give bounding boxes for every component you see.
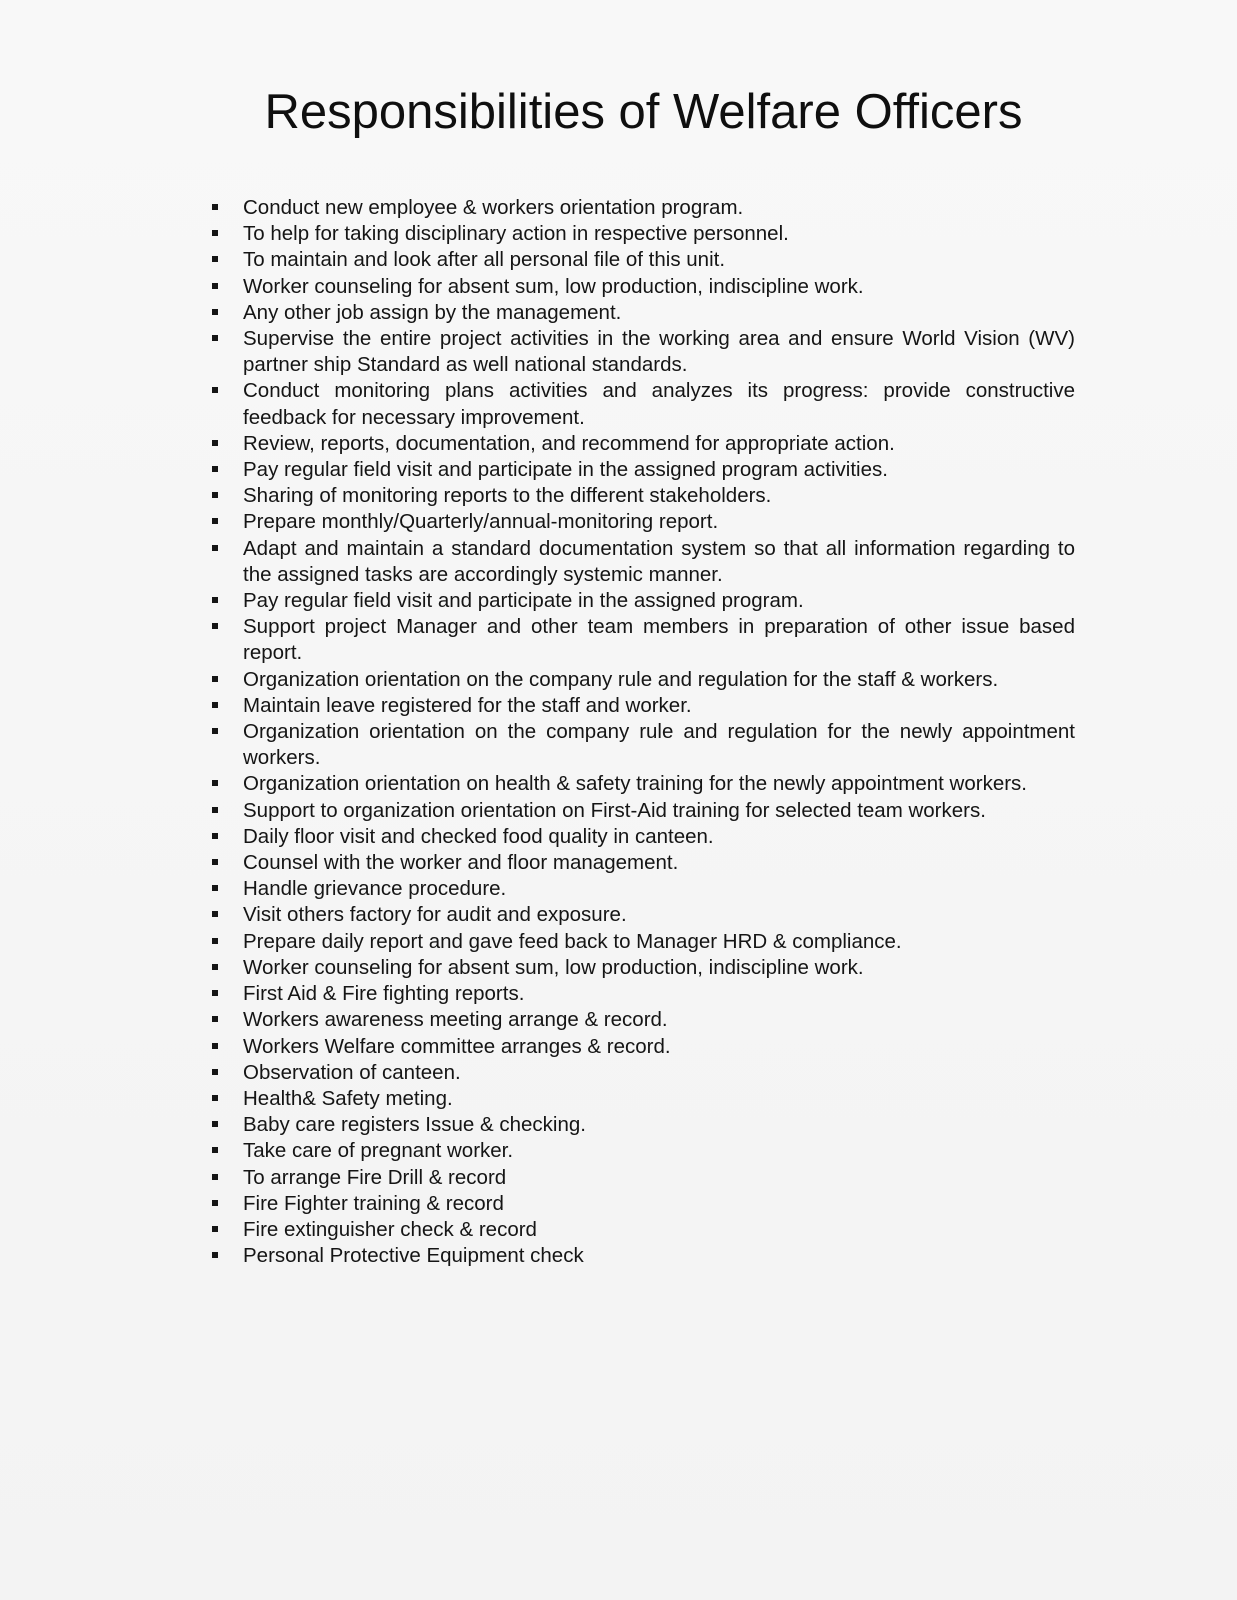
list-item: [243, 771, 1075, 797]
list-item-text: Adapt and maintain a standard documentation system so that all information regarding to the assigned tasks are accordingly systemic manner.: [243, 536, 1075, 586]
square-bullet-icon: [212, 256, 218, 262]
square-bullet-icon: [212, 833, 218, 839]
list-item: [243, 667, 1075, 693]
list-item: [243, 693, 1075, 719]
list-item-text: Worker counseling for absent sum, low production, indiscipline work.: [243, 274, 864, 298]
list-item-text: To arrange Fire Drill & record: [243, 1165, 507, 1189]
square-bullet-icon: [212, 990, 218, 996]
list-item: [243, 902, 1075, 928]
list-item: [243, 1034, 1075, 1060]
list-item-text: Organization orientation on health & safety training for the newly appointment workers.: [243, 772, 1027, 796]
square-bullet-icon: [212, 204, 218, 210]
list-item-text: Observation of canteen.: [243, 1060, 461, 1084]
square-bullet-icon: [212, 230, 218, 236]
list-item-text: Organization orientation on the company rule and regulation for the newly appointment workers.: [243, 720, 1075, 770]
list-item-text: Health& Safety meting.: [243, 1086, 453, 1110]
list-item-text: Workers awareness meeting arrange & record.: [243, 1008, 668, 1032]
list-item-text: Daily floor visit and checked food quality in canteen.: [243, 824, 714, 848]
list-item-text: Personal Protective Equipment check: [243, 1244, 584, 1268]
list-item-text: Prepare daily report and gave feed back to Manager HRD & compliance.: [243, 929, 902, 953]
square-bullet-icon: [212, 466, 218, 472]
list-item: [243, 1217, 1075, 1243]
list-item: [243, 221, 1075, 247]
square-bullet-icon: [212, 1174, 218, 1180]
list-item: [243, 326, 1075, 378]
square-bullet-icon: [212, 702, 218, 708]
square-bullet-icon: [212, 728, 218, 734]
list-item-text: Conduct monitoring plans activities and analyzes its progress: provide constructive feedback for necessary improvement.: [243, 379, 1075, 429]
square-bullet-icon: [212, 518, 218, 524]
list-item-text: Workers Welfare committee arranges & record.: [243, 1034, 671, 1058]
list-item-text: Review, reports, documentation, and recommend for appropriate action.: [243, 431, 895, 455]
list-item-text: Pay regular field visit and participate in the assigned program activities.: [243, 458, 888, 482]
page-title: Responsibilities of Welfare Officers: [264, 85, 1023, 139]
list-item: [243, 378, 1075, 430]
square-bullet-icon: [212, 1016, 218, 1022]
list-item: [243, 431, 1075, 457]
square-bullet-icon: [212, 780, 218, 786]
square-bullet-icon: [212, 885, 218, 891]
square-bullet-icon: [212, 1043, 218, 1049]
list-item-text: Sharing of monitoring reports to the different stakeholders.: [243, 484, 772, 508]
square-bullet-icon: [212, 1095, 218, 1101]
list-item-text: Handle grievance procedure.: [243, 877, 507, 901]
list-item-text: Take care of pregnant worker.: [243, 1139, 514, 1163]
list-item-text: Fire extinguisher check & record: [243, 1217, 537, 1241]
list-item: [243, 483, 1075, 509]
list-item-text: Prepare monthly/Quarterly/annual-monitoring report.: [243, 510, 719, 534]
list-item: [243, 588, 1075, 614]
list-item-text: Maintain leave registered for the staff and worker.: [243, 693, 692, 717]
square-bullet-icon: [212, 807, 218, 813]
square-bullet-icon: [212, 676, 218, 682]
list-item: [243, 981, 1075, 1007]
list-item: [243, 536, 1075, 588]
square-bullet-icon: [212, 597, 218, 603]
square-bullet-icon: [212, 335, 218, 341]
list-item: [243, 929, 1075, 955]
list-item-text: Support project Manager and other team members in preparation of other issue based report.: [243, 615, 1075, 665]
list-item: [243, 614, 1075, 666]
list-item: [243, 1060, 1075, 1086]
list-item: [243, 824, 1075, 850]
square-bullet-icon: [212, 545, 218, 551]
list-item-text: To help for taking disciplinary action in respective personnel.: [243, 222, 789, 246]
square-bullet-icon: [212, 964, 218, 970]
responsibility-list: [243, 195, 1075, 1269]
square-bullet-icon: [212, 309, 218, 315]
list-item: [243, 719, 1075, 771]
square-bullet-icon: [212, 1121, 218, 1127]
list-item-text: Conduct new employee & workers orientation program.: [243, 196, 744, 219]
list-item-text: Fire Fighter training & record: [243, 1191, 504, 1215]
list-item: [243, 247, 1075, 273]
list-item: [243, 1243, 1075, 1269]
list-item: [243, 1086, 1075, 1112]
list-item: [243, 1112, 1075, 1138]
list-item-text: Any other job assign by the management.: [243, 300, 622, 324]
list-item-text: Baby care registers Issue & checking.: [243, 1113, 586, 1137]
square-bullet-icon: [212, 859, 218, 865]
list-item-text: Support to organization orientation on First-Aid training for selected team workers.: [243, 798, 986, 822]
square-bullet-icon: [212, 1226, 218, 1232]
list-item-text: Supervise the entire project activities in the working area and ensure World Vision (WV) partner ship Standard as well national standards.: [243, 327, 1075, 377]
list-item-text: To maintain and look after all personal file of this unit.: [243, 248, 726, 272]
square-bullet-icon: [212, 1252, 218, 1258]
list-item: [243, 798, 1075, 824]
square-bullet-icon: [212, 1200, 218, 1206]
list-item: [243, 850, 1075, 876]
list-item: [243, 1191, 1075, 1217]
list-item: [243, 876, 1075, 902]
list-item: [243, 509, 1075, 535]
list-item: [243, 195, 1075, 221]
list-item-text: Worker counseling for absent sum, low production, indiscipline work.: [243, 955, 864, 979]
square-bullet-icon: [212, 1147, 218, 1153]
square-bullet-icon: [212, 492, 218, 498]
list-item-text: Counsel with the worker and floor management.: [243, 851, 679, 875]
list-item: [243, 1007, 1075, 1033]
square-bullet-icon: [212, 623, 218, 629]
list-item-text: Pay regular field visit and participate in the assigned program.: [243, 589, 804, 613]
square-bullet-icon: [212, 1069, 218, 1075]
list-item: [243, 955, 1075, 981]
list-item-text: Visit others factory for audit and exposure.: [243, 903, 627, 927]
square-bullet-icon: [212, 911, 218, 917]
list-item: [243, 457, 1075, 483]
square-bullet-icon: [212, 938, 218, 944]
list-item: [243, 300, 1075, 326]
square-bullet-icon: [212, 387, 218, 393]
list-item: [243, 1138, 1075, 1164]
list-item: [243, 1165, 1075, 1191]
square-bullet-icon: [212, 283, 218, 289]
list-item: [243, 274, 1075, 300]
square-bullet-icon: [212, 440, 218, 446]
list-item-text: First Aid & Fire fighting reports.: [243, 982, 525, 1006]
list-item-text: Organization orientation on the company rule and regulation for the staff & workers.: [243, 667, 999, 691]
